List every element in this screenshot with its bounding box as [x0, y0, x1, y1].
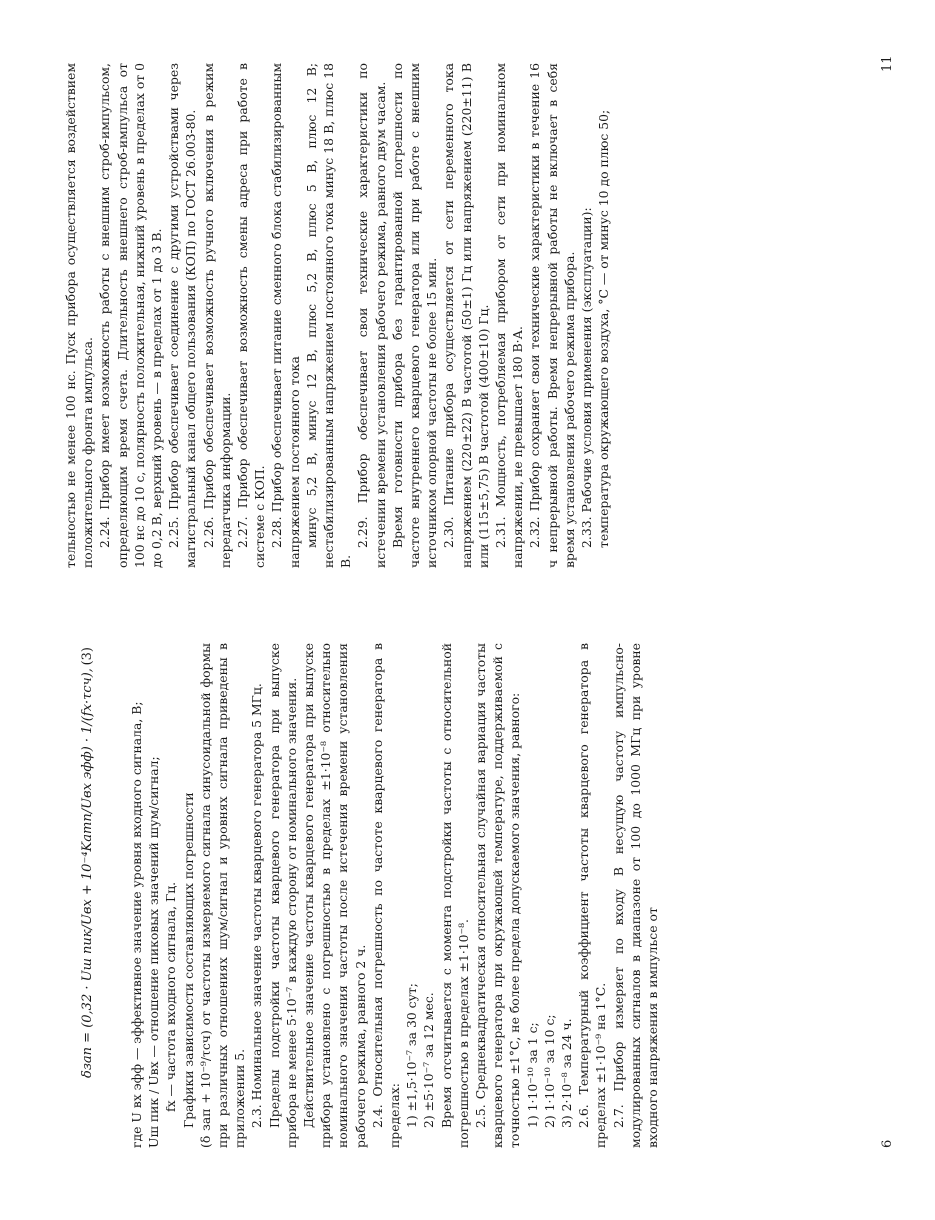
paragraph: Время готовности прибора без гарантированной погрешности по частоте внутреннего кварцевого генератора или при работе с внешним источником опорной частоты не более 15 мин. [389, 63, 440, 568]
paragraph: тельностью не менее 100 нс. Пуск прибора осуществляется воздействием положительного фронта импульса. [63, 63, 96, 568]
list-item: 2) 1·10⁻¹⁰ за 10 с; [541, 1014, 557, 1128]
page-number-left: 6 [880, 1139, 895, 1148]
paragraph: 2.7. Прибор измеряет по входу В несущую частоту импульсно-модулированных сигналов в диапазоне от 100 до 1000 МГц при уровне входного напряжения в импульсе от [610, 643, 661, 1148]
paragraph: 2.29. Прибор обеспечивает свои технические характеристики по истечении времени установления рабочего режима, равного двум часам. [355, 63, 388, 568]
paragraph: 2.4. Относительная погрешность по частоте кварцевого генератора в пределах: [369, 643, 403, 1148]
paragraph: 2.31. Мощность, потребляемая прибором от сети при номинальном напряжении, не превышает 180 В·А. [493, 63, 526, 568]
paragraph: 2.27. Прибор обеспечивает возможность смены адреса при работе в системе с КОП. [235, 63, 268, 568]
paragraph: 2.25. Прибор обеспечивает соединение с другими устройствами через магистральный канал общего пользования (КОП) по ГОСТ 26.003-80. [166, 63, 199, 568]
paragraph: где U вх эфф — эффективное значение уровня входного сигнала, В; [129, 701, 144, 1148]
paragraph: 2.32. Прибор сохраняет свои технические характеристики в течение 16 ч непрерывной работы. Время непрерывной работы не включает в себя время установления рабочего режима прибора. [527, 63, 577, 568]
formula-3 [62, 643, 114, 1138]
paragraph: 2.3. Номинальное значение частоты кварцевого генератора 5 МГц. [249, 683, 265, 1128]
paragraph: 2.30. Питание прибора осуществляется от сети переменного тока напряжением (220±22) В частотой (50±1) Гц или напряжением (220±11) В или (115±5,75) В частотой (400±10) Гц. [441, 63, 491, 568]
paragraph: 2.33. Рабочие условия применения (эксплуатации): [579, 207, 595, 548]
paragraph: (δ зап + 10⁻⁹/τсч) от частоты измеряемого сигнала синусоидальной формы при различных отношениях шум/сигнал и уровнях сигнала приведены в приложении 5. [197, 643, 248, 1148]
paragraph: Пределы подстройки частоты кварцевого генератора при выпуске прибора не менее 5·10⁻⁷ в каждую сторону от номинального значения. [266, 643, 299, 1148]
list-item: 1) 1·10⁻¹⁰ за 1 с; [524, 1022, 540, 1128]
paragraph: 2.6. Температурный коэффициент частоты кварцевого генератора в пределах ±1·10⁻⁹ на 1°С. [576, 643, 609, 1148]
paragraph: минус 5,2 В, минус 12 В, плюс 5,2 В, плюс 5 В, плюс 12 В; нестабилизированным напряжением постоянного тока минус 18 В, плюс 18 В. [303, 63, 354, 568]
page-number-right: 11 [880, 55, 895, 72]
list-item: 1) ±1,5·10⁻⁷ за 30 сут; [404, 983, 420, 1128]
paragraph: температура окружающего воздуха, °С — от минус 10 до плюс 50; [596, 109, 612, 548]
paragraph: Uш пик / Uвх — отношение пиковых значений шум/сигнал; [146, 756, 162, 1148]
paragraph: 2.24. Прибор имеет возможность работы с внешним строб-импульсом, определяющим время счета. Длительность внешнего строб-импульса от 100 нс до 10 с, полярность положительная, нижний уровень в пределах от 0 до 0,2 В, верхний уровень — в пределах от 1 до 3 В. [97, 63, 165, 568]
paragraph: Время отсчитывается с момента подстройки частоты с относительной погрешностью в пределах ±1·10⁻⁸. [438, 643, 471, 1148]
paragraph: fx — частота входного сигнала, Гц. [163, 881, 179, 1112]
left-page [62, 643, 661, 1148]
formula-expression: δзап = (0,32 · Uш пик/Uвх + 10⁻⁴Kamп/Uвх эфф) · 1/(fx·τсч), [80, 668, 96, 1078]
formula-number: (3) [80, 647, 96, 666]
paragraph: Графики зависимости составляющих погрешности [180, 792, 196, 1128]
paragraph: 2.5. Среднеквадратическая относительная случайная вариация частоты кварцевого генератора при окружающей температуре, поддерживаемой с точностью ±1°С, не более предела допускаемого значения, равного: [473, 643, 523, 1148]
right-page [62, 63, 613, 568]
list-item: 2) ±5·10⁻⁷ за 12 мес. [421, 992, 437, 1128]
paragraph: 2.28. Прибор обеспечивает питание сменного блока стабилизированным напряжением постоянного тока [269, 63, 302, 568]
paragraph: 2.26. Прибор обеспечивает возможность ручного включения в режим передатчика информации. [200, 63, 233, 568]
paragraph: Действительное значение частоты кварцевого генератора при выпуске прибора установлено с погрешностью в пределах ±1·10⁻⁸ относительно номинального значения частоты после истечения времени установления рабочего режима, равного 2 ч. [301, 643, 368, 1148]
list-item: 3) 2·10⁻⁸ за 24 ч. [559, 1018, 575, 1128]
